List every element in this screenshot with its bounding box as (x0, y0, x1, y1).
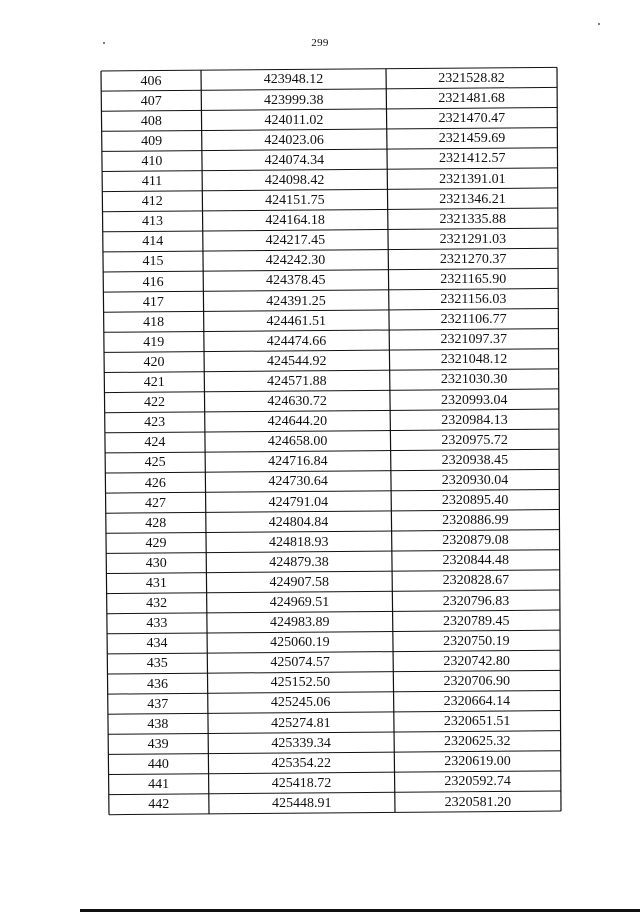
point-number-cell: 419 (143, 334, 165, 350)
y-coordinate-cell: 2320592.74 (444, 774, 511, 790)
x-coordinate-cell: 424983.89 (269, 615, 330, 631)
x-coordinate-cell: 425152.50 (270, 675, 331, 691)
point-number-cell: 439 (147, 736, 169, 752)
x-coordinate-cell: 424242.30 (265, 253, 326, 269)
y-coordinate-cell: 2321165.90 (440, 271, 507, 287)
x-coordinate-cell: 424474.66 (266, 333, 327, 349)
y-coordinate-cell: 2320993.04 (441, 392, 508, 408)
y-coordinate-cell: 2320879.08 (442, 533, 509, 549)
y-coordinate-cell: 2321528.82 (438, 71, 505, 86)
x-coordinate-cell: 423999.38 (263, 92, 324, 108)
x-coordinate-cell: 424544.92 (266, 353, 327, 369)
y-coordinate-cell: 2320844.48 (442, 553, 509, 569)
y-coordinate-cell: 2321291.03 (439, 231, 507, 247)
point-number-cell: 432 (146, 596, 168, 612)
y-coordinate-cell: 2320938.45 (441, 452, 509, 468)
y-coordinate-cell: 2321391.01 (439, 171, 506, 187)
point-number-cell: 410 (141, 153, 163, 169)
x-coordinate-cell: 424391.25 (266, 293, 326, 309)
y-coordinate-cell: 2320581.20 (444, 794, 512, 810)
x-coordinate-cell: 423948.12 (263, 72, 324, 88)
x-coordinate-cell: 424644.20 (267, 414, 328, 430)
point-number-cell: 435 (146, 656, 168, 672)
y-coordinate-cell: 2320750.19 (443, 633, 510, 649)
y-coordinate-cell: 2320796.83 (442, 593, 510, 609)
y-coordinate-cell: 2321412.57 (438, 151, 506, 167)
y-coordinate-cell: 2321459.69 (438, 131, 506, 147)
point-number-cell: 437 (147, 696, 169, 712)
point-number-cell: 406 (140, 73, 162, 89)
x-coordinate-cell: 424164.18 (265, 213, 325, 229)
point-number-cell: 429 (145, 535, 167, 551)
y-coordinate-cell: 2321156.03 (440, 292, 507, 308)
x-coordinate-cell: 424804.84 (268, 514, 329, 530)
point-number-cell: 412 (141, 194, 163, 210)
point-number-cell: 424 (144, 435, 166, 451)
point-number-cell: 420 (143, 354, 165, 370)
y-coordinate-cell: 2320664.14 (443, 694, 511, 710)
x-coordinate-cell: 425448.91 (272, 795, 332, 811)
point-number-cell: 421 (143, 375, 165, 391)
y-coordinate-cell: 2320975.72 (441, 432, 508, 448)
y-coordinate-cell: 2320930.04 (441, 472, 509, 488)
x-coordinate-cell: 424011.02 (264, 112, 324, 128)
point-number-cell: 427 (145, 495, 167, 511)
point-number-cell: 430 (145, 555, 167, 571)
y-coordinate-cell: 2320625.32 (444, 734, 511, 750)
y-coordinate-cell: 2320742.80 (443, 653, 510, 669)
y-coordinate-cell: 2321106.77 (440, 312, 507, 328)
point-number-cell: 411 (141, 174, 163, 190)
x-coordinate-cell: 424074.34 (264, 152, 325, 168)
point-number-cell: 428 (145, 515, 167, 531)
x-coordinate-cell: 425245.06 (270, 695, 331, 711)
x-coordinate-cell: 424658.00 (267, 434, 328, 450)
x-coordinate-cell: 425274.81 (271, 715, 331, 731)
y-coordinate-cell: 2320651.51 (443, 714, 511, 730)
point-number-cell: 434 (146, 636, 168, 652)
x-coordinate-cell: 424098.42 (264, 172, 325, 188)
x-coordinate-cell: 424818.93 (269, 534, 329, 550)
scan-edge-line (80, 909, 640, 912)
x-coordinate-cell: 424630.72 (267, 394, 327, 410)
point-number-cell: 416 (142, 274, 164, 290)
y-coordinate-cell: 2320828.67 (442, 573, 510, 589)
y-coordinate-cell: 2320789.45 (442, 613, 510, 629)
point-number-cell: 409 (141, 133, 163, 149)
point-number-cell: 418 (143, 314, 165, 330)
y-coordinate-cell: 2321270.37 (439, 251, 507, 267)
y-coordinate-cell: 2320984.13 (441, 412, 508, 428)
y-coordinate-cell: 2321481.68 (438, 91, 505, 107)
x-coordinate-cell: 425339.34 (271, 735, 331, 751)
x-coordinate-cell: 424791.04 (268, 494, 329, 510)
x-coordinate-cell: 425354.22 (271, 755, 332, 771)
point-number-cell: 407 (140, 93, 162, 109)
y-coordinate-cell: 2320706.90 (443, 673, 511, 689)
point-number-cell: 433 (146, 616, 168, 632)
x-coordinate-cell: 424907.58 (269, 574, 329, 590)
point-number-cell: 431 (145, 576, 167, 592)
point-number-cell: 438 (147, 716, 169, 732)
point-number-cell: 441 (148, 777, 170, 793)
point-number-cell: 442 (148, 797, 170, 813)
point-number-cell: 423 (144, 415, 166, 431)
x-coordinate-cell: 424461.51 (266, 313, 326, 329)
x-coordinate-cell: 424969.51 (269, 594, 330, 610)
point-number-cell: 422 (143, 395, 165, 411)
point-number-cell: 415 (142, 254, 164, 270)
x-coordinate-cell: 424378.45 (266, 273, 326, 289)
x-coordinate-cell: 424151.75 (265, 193, 325, 209)
x-coordinate-cell: 424023.06 (264, 132, 324, 148)
y-coordinate-cell: 2321470.47 (438, 111, 506, 127)
y-coordinate-cell: 2321346.21 (439, 191, 506, 207)
point-number-cell: 440 (147, 756, 169, 772)
x-coordinate-cell: 424217.45 (265, 233, 326, 249)
page-number: 299 (311, 37, 329, 49)
y-coordinate-cell: 2320895.40 (441, 493, 509, 509)
x-coordinate-cell: 424716.84 (268, 454, 328, 470)
x-coordinate-cell: 425074.57 (270, 655, 330, 671)
x-coordinate-cell: 424879.38 (269, 554, 329, 570)
y-coordinate-cell: 2320619.00 (444, 754, 511, 770)
y-coordinate-cell: 2321097.37 (440, 332, 508, 348)
y-coordinate-cell: 2321335.88 (439, 211, 506, 227)
x-coordinate-cell: 424730.64 (268, 474, 328, 490)
point-number-cell: 425 (144, 455, 166, 471)
x-coordinate-cell: 425418.72 (271, 775, 332, 791)
x-coordinate-cell: 425060.19 (270, 635, 330, 651)
x-coordinate-cell: 424571.88 (267, 373, 327, 389)
y-coordinate-cell: 2321030.30 (440, 372, 508, 388)
point-number-cell: 414 (142, 234, 164, 250)
point-number-cell: 413 (142, 214, 163, 230)
point-number-cell: 408 (140, 113, 162, 129)
y-coordinate-cell: 2320886.99 (442, 513, 509, 529)
point-number-cell: 436 (146, 676, 168, 692)
point-number-cell: 417 (142, 294, 164, 310)
y-coordinate-cell: 2321048.12 (440, 352, 508, 368)
point-number-cell: 426 (144, 475, 166, 491)
